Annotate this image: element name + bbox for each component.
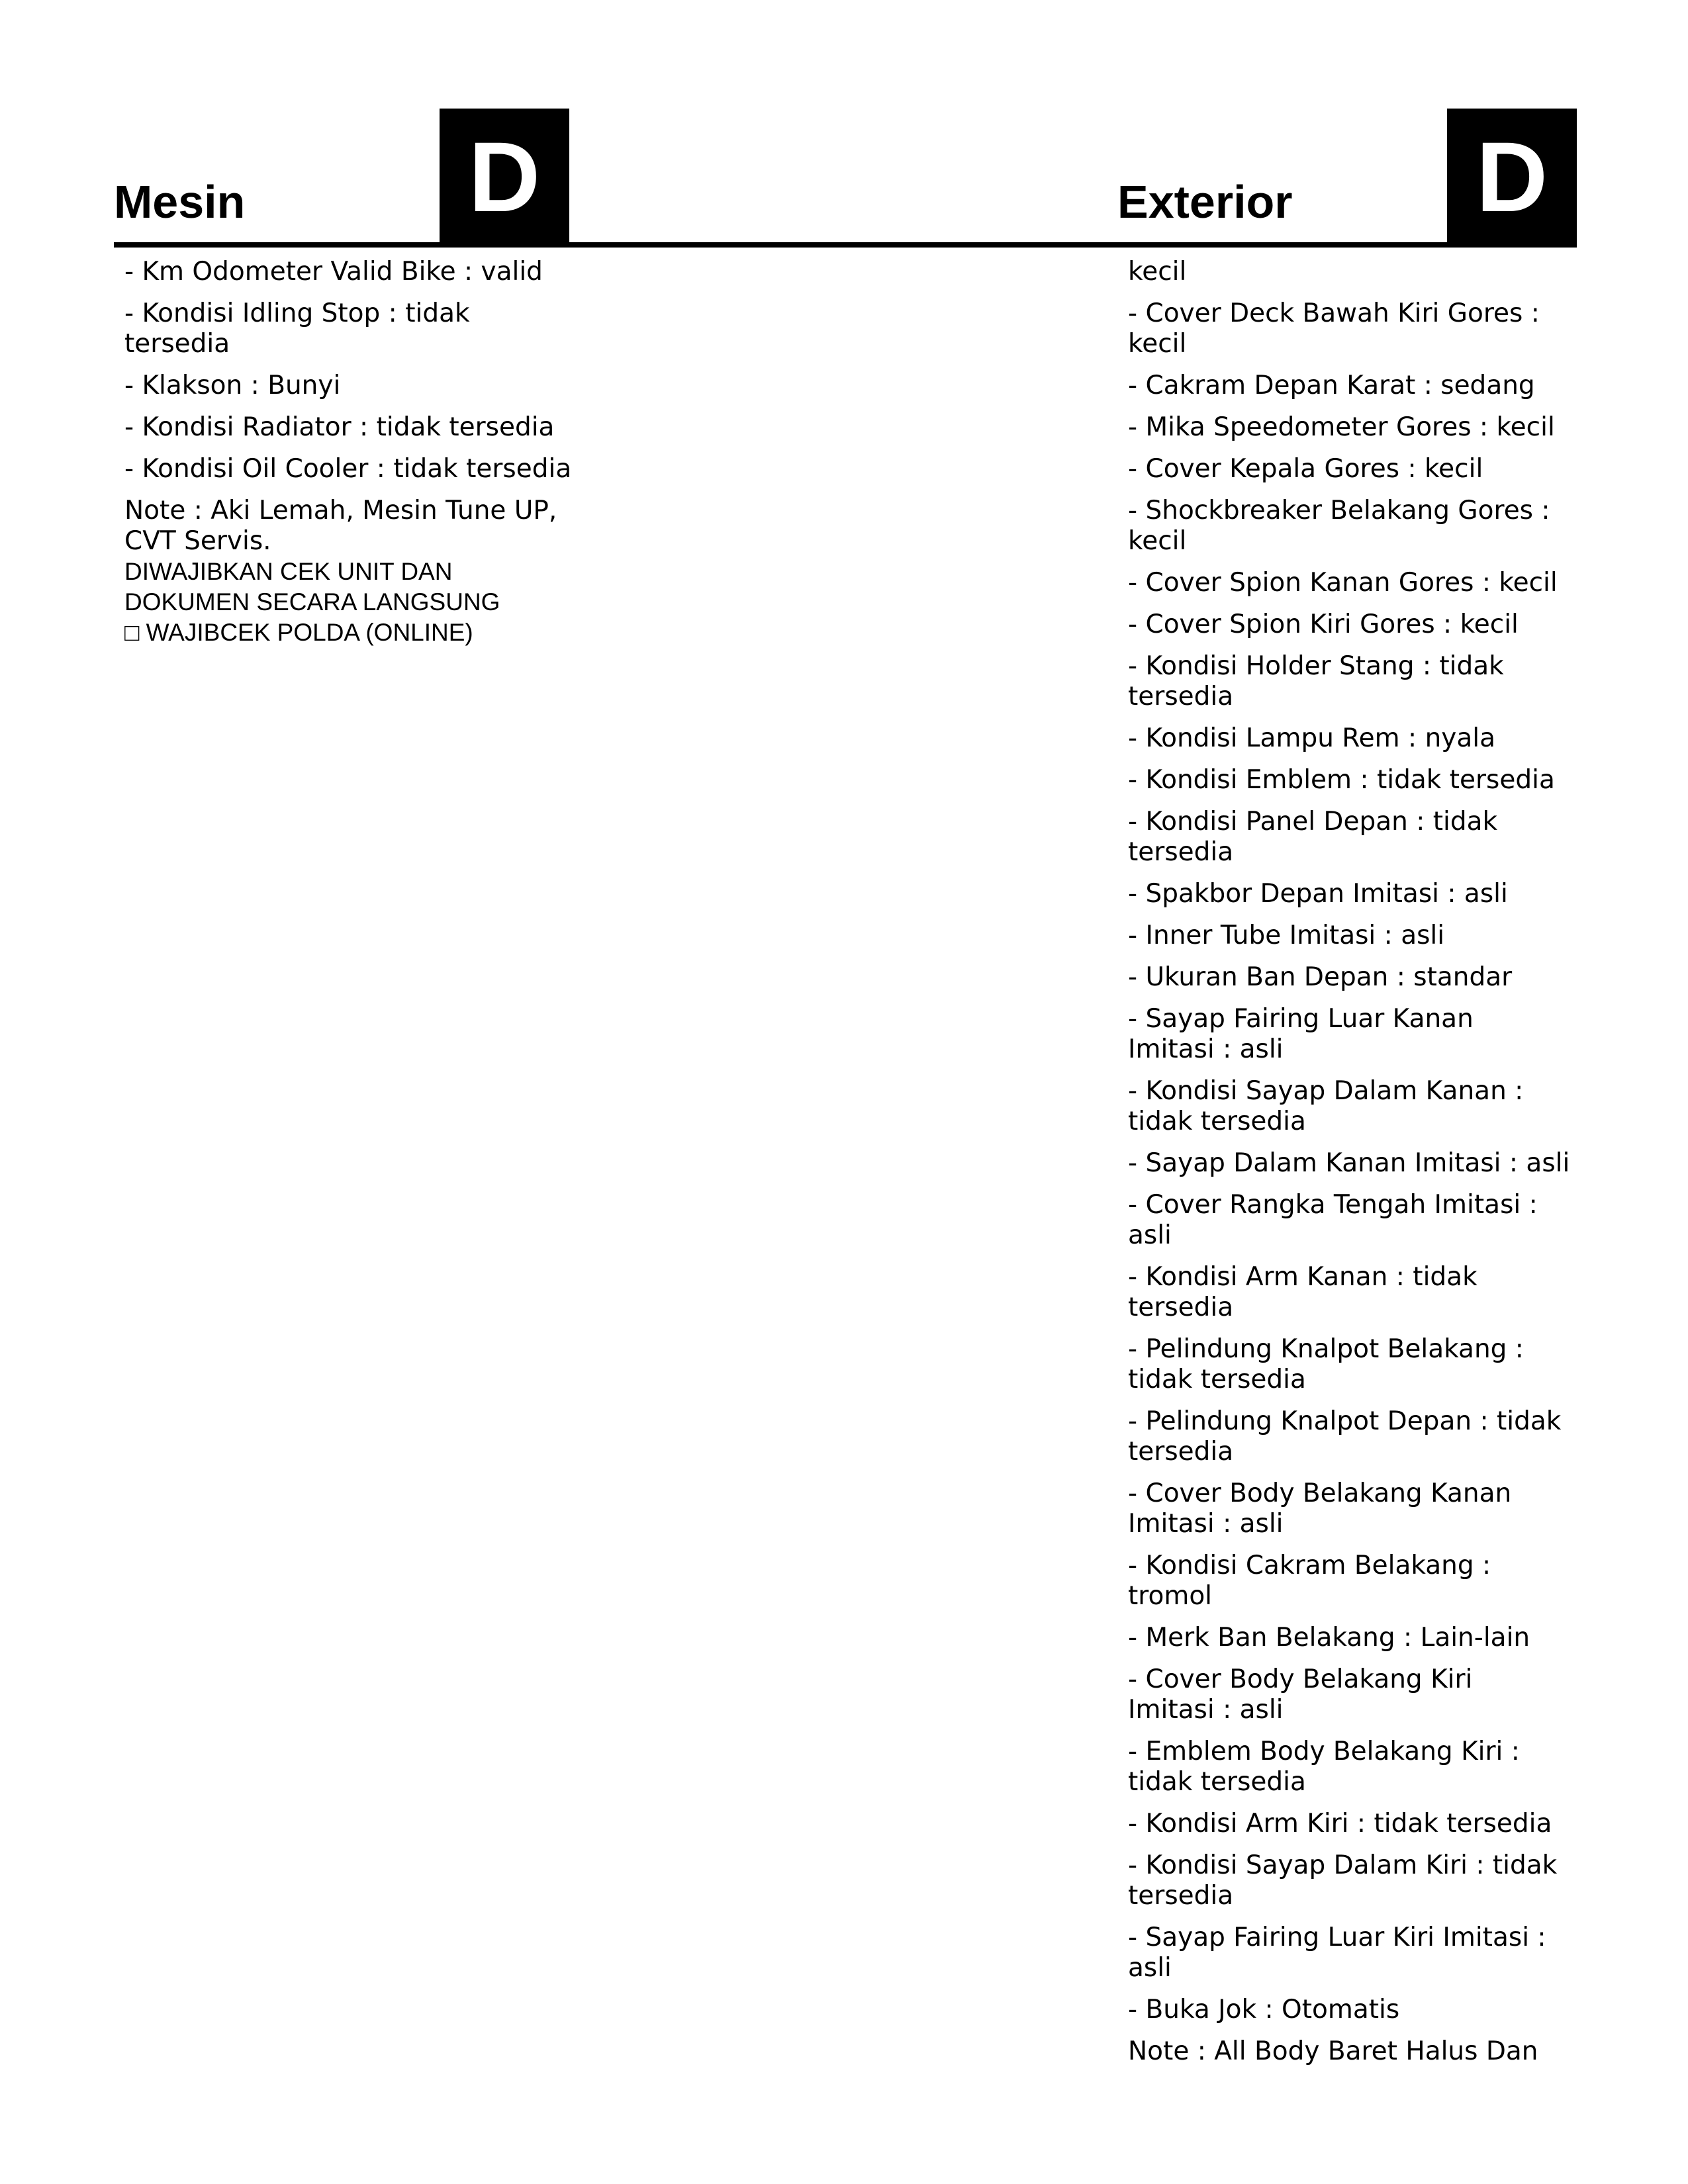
list-item [1128, 807, 1570, 868]
list-item-line: - Kondisi Arm Kiri : tidak tersedia [1128, 1809, 1552, 1839]
list-item-line: - Km Odometer Valid Bike : valid [124, 257, 543, 287]
list-item-line: - Kondisi Sayap Dalam Kiri : tidak [1128, 1850, 1558, 1880]
list-item-line: - Cover Spion Kanan Gores : kecil [1128, 568, 1558, 598]
list-item-line: kecil [1128, 329, 1187, 359]
mesin-item-list [124, 257, 571, 484]
list-item-line: - Cover Body Belakang Kanan [1128, 1479, 1512, 1508]
mesin-note [124, 496, 571, 557]
list-item-line: tersedia [1128, 682, 1234, 711]
list-item-line: - Pelindung Knalpot Belakang : [1128, 1334, 1524, 1364]
mesin-title: Mesin [114, 176, 246, 228]
list-item [1128, 1406, 1570, 1467]
list-item-line: - Pelindung Knalpot Depan : tidak [1128, 1406, 1562, 1436]
list-item [1128, 1809, 1570, 1839]
list-item [124, 371, 571, 401]
list-item-line: - Cakram Depan Karat : sedang [1128, 371, 1535, 400]
exterior-note [1128, 2036, 1570, 2067]
list-item-line: - Kondisi Idling Stop : tidak [124, 298, 470, 328]
list-item [1128, 371, 1570, 401]
list-item [1128, 1623, 1570, 1653]
list-item [1128, 921, 1570, 951]
list-item [1128, 1190, 1570, 1251]
warning-line: DOKUMEN SECARA LANGSUNG [124, 588, 500, 615]
warning-line: □ WAJIBCEK POLDA (ONLINE) [124, 619, 473, 646]
list-item [1128, 962, 1570, 993]
list-item [124, 454, 571, 484]
list-item [124, 257, 571, 287]
list-item-line: tidak tersedia [1128, 1107, 1306, 1136]
list-item-line: tidak tersedia [1128, 1365, 1306, 1394]
list-item-line: Imitasi : asli [1128, 1509, 1284, 1539]
list-item-line: - Buka Jok : Otomatis [1128, 1995, 1400, 2025]
exterior-column [1128, 257, 1570, 2067]
list-item-line: - Sayap Dalam Kanan Imitasi : asli [1128, 1148, 1570, 1178]
exterior-title: Exterior [1117, 176, 1293, 228]
list-item [1128, 1737, 1570, 1797]
list-item [1128, 1004, 1570, 1065]
list-item-line: - Shockbreaker Belakang Gores : [1128, 496, 1550, 525]
list-item-line: asli [1128, 1953, 1172, 1983]
list-item [1128, 1262, 1570, 1323]
list-item-line: - Kondisi Lampu Rem : nyala [1128, 723, 1496, 753]
list-item-line: - Kondisi Sayap Dalam Kanan : [1128, 1076, 1524, 1106]
list-item-line: tersedia [124, 329, 230, 359]
list-item-line: - Kondisi Holder Stang : tidak [1128, 651, 1504, 681]
list-item-line: - Cover Rangka Tengah Imitasi : [1128, 1190, 1538, 1220]
list-item-line: - Sayap Fairing Luar Kanan [1128, 1004, 1474, 1034]
exterior-item-list [1128, 257, 1570, 2025]
list-item-line: - Ukuran Ban Depan : standar [1128, 962, 1513, 992]
note-line: Note : Aki Lemah, Mesin Tune UP, [124, 496, 557, 525]
mesin-column [124, 257, 571, 648]
list-item-line: - Kondisi Panel Depan : tidak [1128, 807, 1498, 837]
list-item [1128, 1479, 1570, 1539]
note-line: Note : All Body Baret Halus Dan [1128, 2036, 1538, 2066]
list-item [1128, 1923, 1570, 1983]
list-item-line: - Kondisi Radiator : tidak tersedia [124, 412, 555, 442]
list-item-line: - Kondisi Oil Cooler : tidak tersedia [124, 454, 572, 484]
list-item [1128, 298, 1570, 359]
list-item [1128, 1664, 1570, 1725]
list-item-line: - Merk Ban Belakang : Lain-lain [1128, 1623, 1530, 1653]
list-item-line: - Cover Kepala Gores : kecil [1128, 454, 1483, 484]
list-item [1128, 1076, 1570, 1137]
mesin-warning [124, 557, 571, 648]
list-item-line: - Cover Deck Bawah Kiri Gores : [1128, 298, 1540, 328]
list-item [1128, 412, 1570, 443]
list-item [1128, 723, 1570, 754]
list-item [1128, 1334, 1570, 1395]
list-item-line: Imitasi : asli [1128, 1695, 1284, 1725]
list-item [1128, 765, 1570, 796]
list-item-line: - Klakson : Bunyi [124, 371, 341, 400]
list-item [1128, 257, 1570, 287]
list-item [1128, 568, 1570, 598]
list-item [1128, 1148, 1570, 1179]
list-item [124, 412, 571, 443]
note-line: CVT Servis. [124, 526, 271, 556]
list-item [1128, 1551, 1570, 1612]
list-item-line: - Inner Tube Imitasi : asli [1128, 921, 1445, 950]
list-item [1128, 651, 1570, 712]
list-item-line: - Cover Spion Kiri Gores : kecil [1128, 610, 1519, 639]
list-item-line: - Sayap Fairing Luar Kiri Imitasi : [1128, 1923, 1546, 1952]
list-item-line: - Kondisi Emblem : tidak tersedia [1128, 765, 1555, 795]
list-item-line: - Spakbor Depan Imitasi : asli [1128, 879, 1508, 909]
list-item [1128, 610, 1570, 640]
list-item-line: - Emblem Body Belakang Kiri : [1128, 1737, 1520, 1766]
list-item-line: tersedia [1128, 837, 1234, 867]
list-item [124, 298, 571, 359]
list-item-line: - Cover Body Belakang Kiri [1128, 1664, 1473, 1694]
list-item [1128, 1995, 1570, 2025]
list-item [1128, 879, 1570, 909]
list-item-line: kecil [1128, 526, 1187, 556]
list-item-line: tersedia [1128, 1881, 1234, 1911]
list-item-line: kecil [1128, 257, 1187, 287]
list-item [1128, 454, 1570, 484]
list-item [1128, 496, 1570, 557]
list-item-line: tersedia [1128, 1437, 1234, 1467]
list-item-line: tersedia [1128, 1293, 1234, 1322]
list-item [1128, 1850, 1570, 1911]
list-item-line: - Mika Speedometer Gores : kecil [1128, 412, 1555, 442]
list-item-line: - Kondisi Cakram Belakang : [1128, 1551, 1491, 1580]
list-item-line: - Kondisi Arm Kanan : tidak [1128, 1262, 1477, 1292]
warning-line: DIWAJIBKAN CEK UNIT DAN [124, 558, 453, 585]
list-item-line: tromol [1128, 1581, 1213, 1611]
header-divider [114, 242, 1577, 248]
mesin-grade-badge: D [440, 109, 569, 248]
exterior-grade-badge: D [1447, 109, 1577, 248]
list-item-line: tidak tersedia [1128, 1767, 1306, 1797]
list-item-line: asli [1128, 1220, 1172, 1250]
list-item-line: Imitasi : asli [1128, 1034, 1284, 1064]
